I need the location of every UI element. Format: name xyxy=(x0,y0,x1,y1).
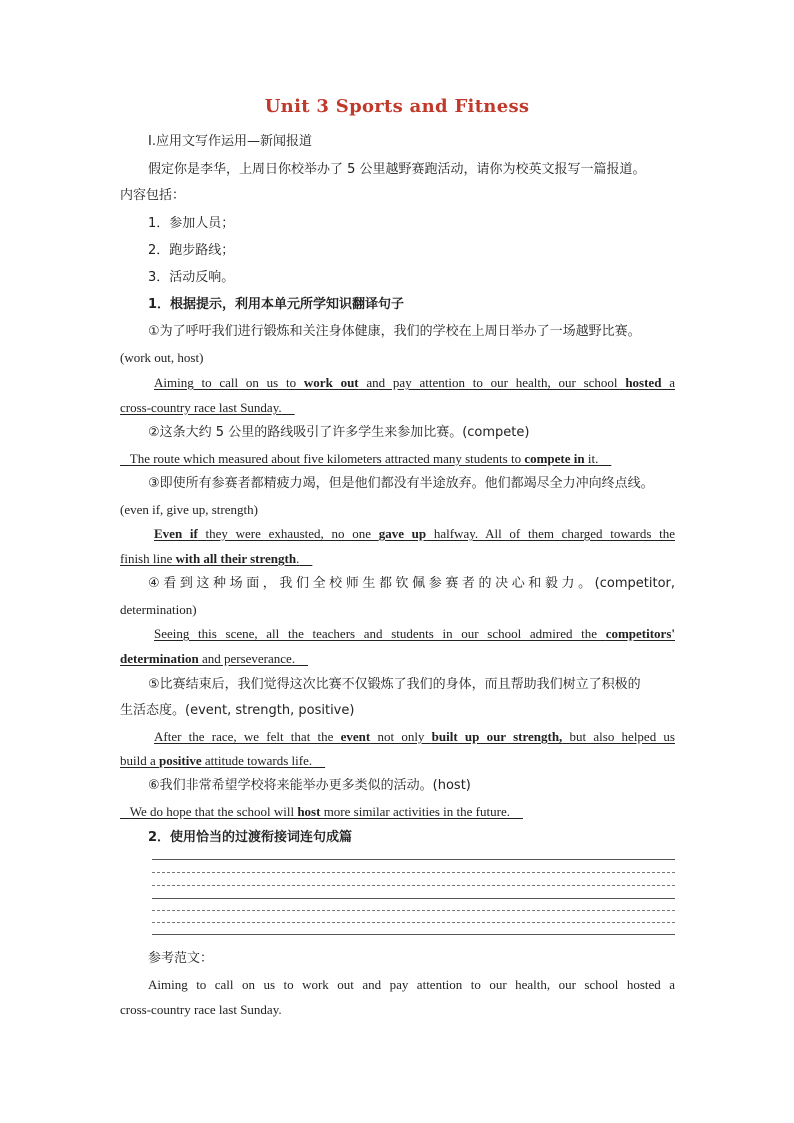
s4-hint: determination) xyxy=(120,602,197,617)
s5-chinese-line-1: ⑤比赛结束后，我们觉得这次比赛不仅锻炼了我们的身体，而且帮助我们树立了积极的 xyxy=(148,677,641,692)
s6-answer: We do hope that the school will host more similar activities in the future. xyxy=(129,804,510,819)
s3-answer-line-2: finish line with all their strength. xyxy=(120,551,300,566)
s5-answer-line-2: build a positive attitude towards life. xyxy=(120,753,313,768)
s4-chinese: ④看到这种场面，我们全校师生都钦佩参赛者的决心和毅力。(competitor, xyxy=(148,576,675,591)
s1-chinese: ①为了呼吁我们进行锻炼和关注身体健康，我们的学校在上周日举办了一场越野比赛。 xyxy=(148,324,641,339)
s4-answer-line-1: Seeing this scene, all the teachers and students in our school admired the competitors' xyxy=(154,626,675,641)
content-item-2: 2．跑步路线； xyxy=(148,243,235,258)
reference-line-2: cross-country race last Sunday. xyxy=(120,1002,282,1017)
s1-answer-line-2: cross-country race last Sunday. xyxy=(120,400,282,415)
writing-line-3 xyxy=(152,885,675,886)
writing-line-2 xyxy=(152,872,675,873)
writing-line-6 xyxy=(152,922,675,923)
content-item-1: 1．参加人员； xyxy=(148,216,235,231)
reference-label: 参考范文： xyxy=(148,951,214,966)
prompt-line-1: 假定你是李华，上周日你校举办了 5 公里越野赛跑活动，请你为校英文报写一篇报道。 xyxy=(148,162,646,177)
s3-answer-line-1: Even if they were exhausted, no one gave up halfway. All of them charged towards the xyxy=(154,526,676,541)
writing-line-5 xyxy=(152,910,675,911)
s2-answer: The route which measured about five kilometers attracted many students to compete in it. xyxy=(129,451,599,466)
task1-heading: 1．根据提示，利用本单元所学知识翻译句子 xyxy=(148,297,405,312)
s2-chinese: ②这条大约 5 公里的路线吸引了许多学生来参加比赛。(compete) xyxy=(148,425,530,440)
s3-chinese: ③即使所有参赛者都精疲力竭，但是他们都没有半途放弃。他们都竭尽全力冲向终点线。 xyxy=(148,476,654,491)
s6-chinese: ⑥我们非常希望学校将来能举办更多类似的活动。(host) xyxy=(148,778,471,793)
s5-chinese-line-2: 生活态度。(event, strength, positive) xyxy=(120,703,355,718)
s3-hint: (even if, give up, strength) xyxy=(120,502,258,517)
writing-line-1 xyxy=(152,859,675,860)
s4-answer-line-2: determination and perseverance. xyxy=(120,651,296,666)
task2-heading: 2．使用恰当的过渡衔接词连句成篇 xyxy=(148,830,353,845)
s1-hint: (work out, host) xyxy=(120,350,204,365)
page-title: Unit 3 Sports and Fitness xyxy=(264,96,530,117)
content-item-3: 3．活动反响。 xyxy=(148,270,235,285)
writing-line-4 xyxy=(152,898,675,899)
prompt-line-2: 内容包括： xyxy=(120,188,186,203)
reference-line-1: Aiming to call on us to work out and pay attention to our health, our school hosted a xyxy=(148,977,675,992)
s5-answer-line-1: After the race, we felt that the event not only built up our strength, but also helped us xyxy=(154,729,675,744)
s1-answer-line-1: Aiming to call on us to work out and pay attention to our health, our school hosted a xyxy=(154,375,675,390)
section-heading: Ⅰ.应用文写作运用—新闻报道 xyxy=(148,134,312,149)
writing-line-7 xyxy=(152,934,675,935)
